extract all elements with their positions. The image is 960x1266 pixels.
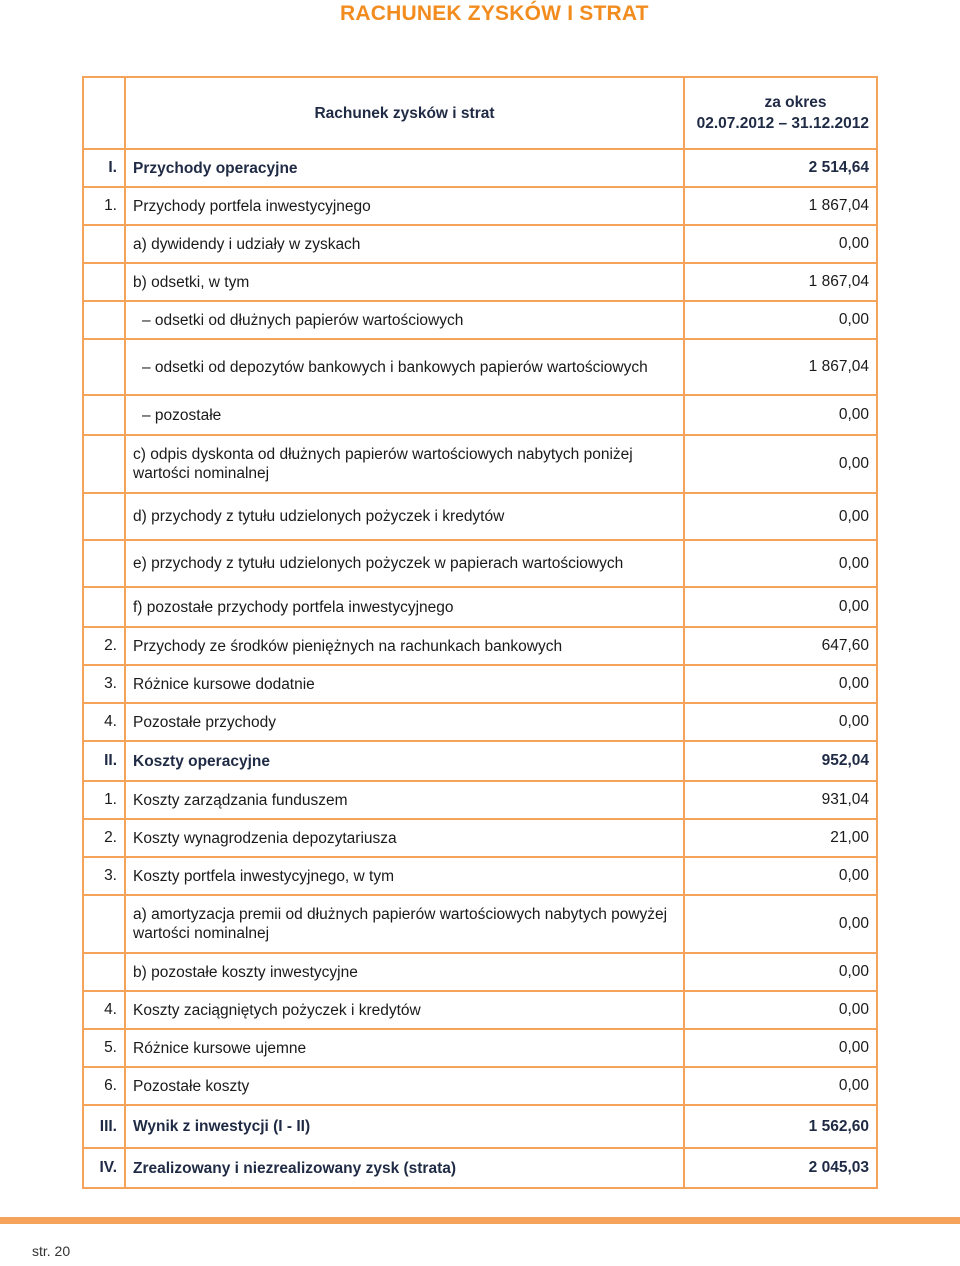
row-value: 0,00	[684, 540, 877, 587]
row-label: Pozostałe koszty	[125, 1067, 684, 1105]
row-label: a) dywidendy i udziały w zyskach	[125, 225, 684, 263]
row-value: 0,00	[684, 587, 877, 627]
row-label: – pozostałe	[125, 395, 684, 435]
row-value: 1 562,60	[684, 1105, 877, 1148]
table-row	[83, 665, 877, 703]
table-row	[83, 587, 877, 627]
row-value: 1 867,04	[684, 187, 877, 225]
row-number	[83, 395, 125, 435]
row-value: 1 867,04	[684, 339, 877, 395]
row-number	[83, 895, 125, 953]
row-label: Koszty zaciągniętych pożyczek i kredytów	[125, 991, 684, 1029]
row-label: e) przychody z tytułu udzielonych pożyczek w papierach wartościowych	[125, 540, 684, 587]
table-row	[83, 1067, 877, 1105]
table-row	[83, 741, 877, 781]
row-value: 647,60	[684, 627, 877, 665]
row-value: 0,00	[684, 953, 877, 991]
table-row	[83, 1148, 877, 1188]
row-number	[83, 339, 125, 395]
page-number: str. 20	[32, 1243, 71, 1259]
table-row	[83, 895, 877, 953]
table-row	[83, 301, 877, 339]
page-title: RACHUNEK ZYSKÓW I STRAT	[340, 2, 649, 25]
row-value: 0,00	[684, 395, 877, 435]
row-number	[83, 587, 125, 627]
row-label: f) pozostałe przychody portfela inwestycyjnego	[125, 587, 684, 627]
table-row	[83, 493, 877, 540]
row-number: II.	[83, 741, 125, 781]
row-number	[83, 540, 125, 587]
table-row	[83, 540, 877, 587]
row-number: I.	[83, 149, 125, 187]
row-value: 0,00	[684, 1067, 877, 1105]
row-number: 5.	[83, 1029, 125, 1067]
row-label: b) odsetki, w tym	[125, 263, 684, 301]
table-row	[83, 857, 877, 895]
row-label: c) odpis dyskonta od dłużnych papierów wartościowych nabytych poniżej wartości nominalnej	[125, 435, 684, 493]
row-value: 931,04	[684, 781, 877, 819]
table-header-row	[83, 77, 877, 149]
row-value: 2 514,64	[684, 149, 877, 187]
row-number: 3.	[83, 665, 125, 703]
row-value: 0,00	[684, 857, 877, 895]
table-row	[83, 781, 877, 819]
row-number: 3.	[83, 857, 125, 895]
row-number: IV.	[83, 1148, 125, 1188]
row-value: 0,00	[684, 665, 877, 703]
income-statement-table	[82, 76, 878, 1189]
row-number: 2.	[83, 819, 125, 857]
header-period	[684, 77, 877, 149]
period-line1: za okres	[764, 94, 827, 111]
row-label: Koszty portfela inwestycyjnego, w tym	[125, 857, 684, 895]
row-label: Przychody operacyjne	[125, 149, 684, 187]
row-number: 1.	[83, 781, 125, 819]
table-row	[83, 149, 877, 187]
row-label: Przychody portfela inwestycyjnego	[125, 187, 684, 225]
row-label: Wynik z inwestycji (I - II)	[125, 1105, 684, 1148]
row-value: 0,00	[684, 895, 877, 953]
row-label: – odsetki od dłużnych papierów wartościowych	[125, 301, 684, 339]
row-value: 952,04	[684, 741, 877, 781]
row-number	[83, 263, 125, 301]
row-number	[83, 301, 125, 339]
row-label: Pozostałe przychody	[125, 703, 684, 741]
row-label: Różnice kursowe ujemne	[125, 1029, 684, 1067]
row-label: a) amortyzacja premii od dłużnych papierów wartościowych nabytych powyżej wartości nominalnej	[125, 895, 684, 953]
row-value: 1 867,04	[684, 263, 877, 301]
row-value: 0,00	[684, 435, 877, 493]
row-number: 4.	[83, 703, 125, 741]
row-number: 4.	[83, 991, 125, 1029]
row-label: Koszty operacyjne	[125, 741, 684, 781]
row-label: Przychody ze środków pieniężnych na rachunkach bankowych	[125, 627, 684, 665]
table-row	[83, 395, 877, 435]
table-row	[83, 263, 877, 301]
row-number: 6.	[83, 1067, 125, 1105]
header-label: Rachunek zysków i strat	[125, 77, 684, 149]
row-number	[83, 435, 125, 493]
table-row	[83, 225, 877, 263]
row-label: Koszty zarządzania funduszem	[125, 781, 684, 819]
period-line2: 02.07.2012 – 31.12.2012	[696, 115, 869, 132]
table-row	[83, 991, 877, 1029]
table-row	[83, 1105, 877, 1148]
table-row	[83, 819, 877, 857]
row-number	[83, 953, 125, 991]
row-label: b) pozostałe koszty inwestycyjne	[125, 953, 684, 991]
table-row	[83, 1029, 877, 1067]
footer-divider	[0, 1217, 960, 1224]
row-label: Różnice kursowe dodatnie	[125, 665, 684, 703]
row-number: 2.	[83, 627, 125, 665]
header-empty-cell	[83, 77, 125, 149]
table-row	[83, 627, 877, 665]
table-row	[83, 339, 877, 395]
table-row	[83, 703, 877, 741]
row-number	[83, 493, 125, 540]
row-value: 0,00	[684, 991, 877, 1029]
row-number: 1.	[83, 187, 125, 225]
row-number: III.	[83, 1105, 125, 1148]
table-row	[83, 187, 877, 225]
row-label: Koszty wynagrodzenia depozytariusza	[125, 819, 684, 857]
table-row	[83, 953, 877, 991]
row-value: 21,00	[684, 819, 877, 857]
row-label: – odsetki od depozytów bankowych i bankowych papierów wartościowych	[125, 339, 684, 395]
row-value: 0,00	[684, 225, 877, 263]
row-label: Zrealizowany i niezrealizowany zysk (strata)	[125, 1148, 684, 1188]
row-label: d) przychody z tytułu udzielonych pożyczek i kredytów	[125, 493, 684, 540]
row-value: 2 045,03	[684, 1148, 877, 1188]
row-value: 0,00	[684, 1029, 877, 1067]
row-value: 0,00	[684, 703, 877, 741]
row-value: 0,00	[684, 493, 877, 540]
row-value: 0,00	[684, 301, 877, 339]
table-row	[83, 435, 877, 493]
row-number	[83, 225, 125, 263]
